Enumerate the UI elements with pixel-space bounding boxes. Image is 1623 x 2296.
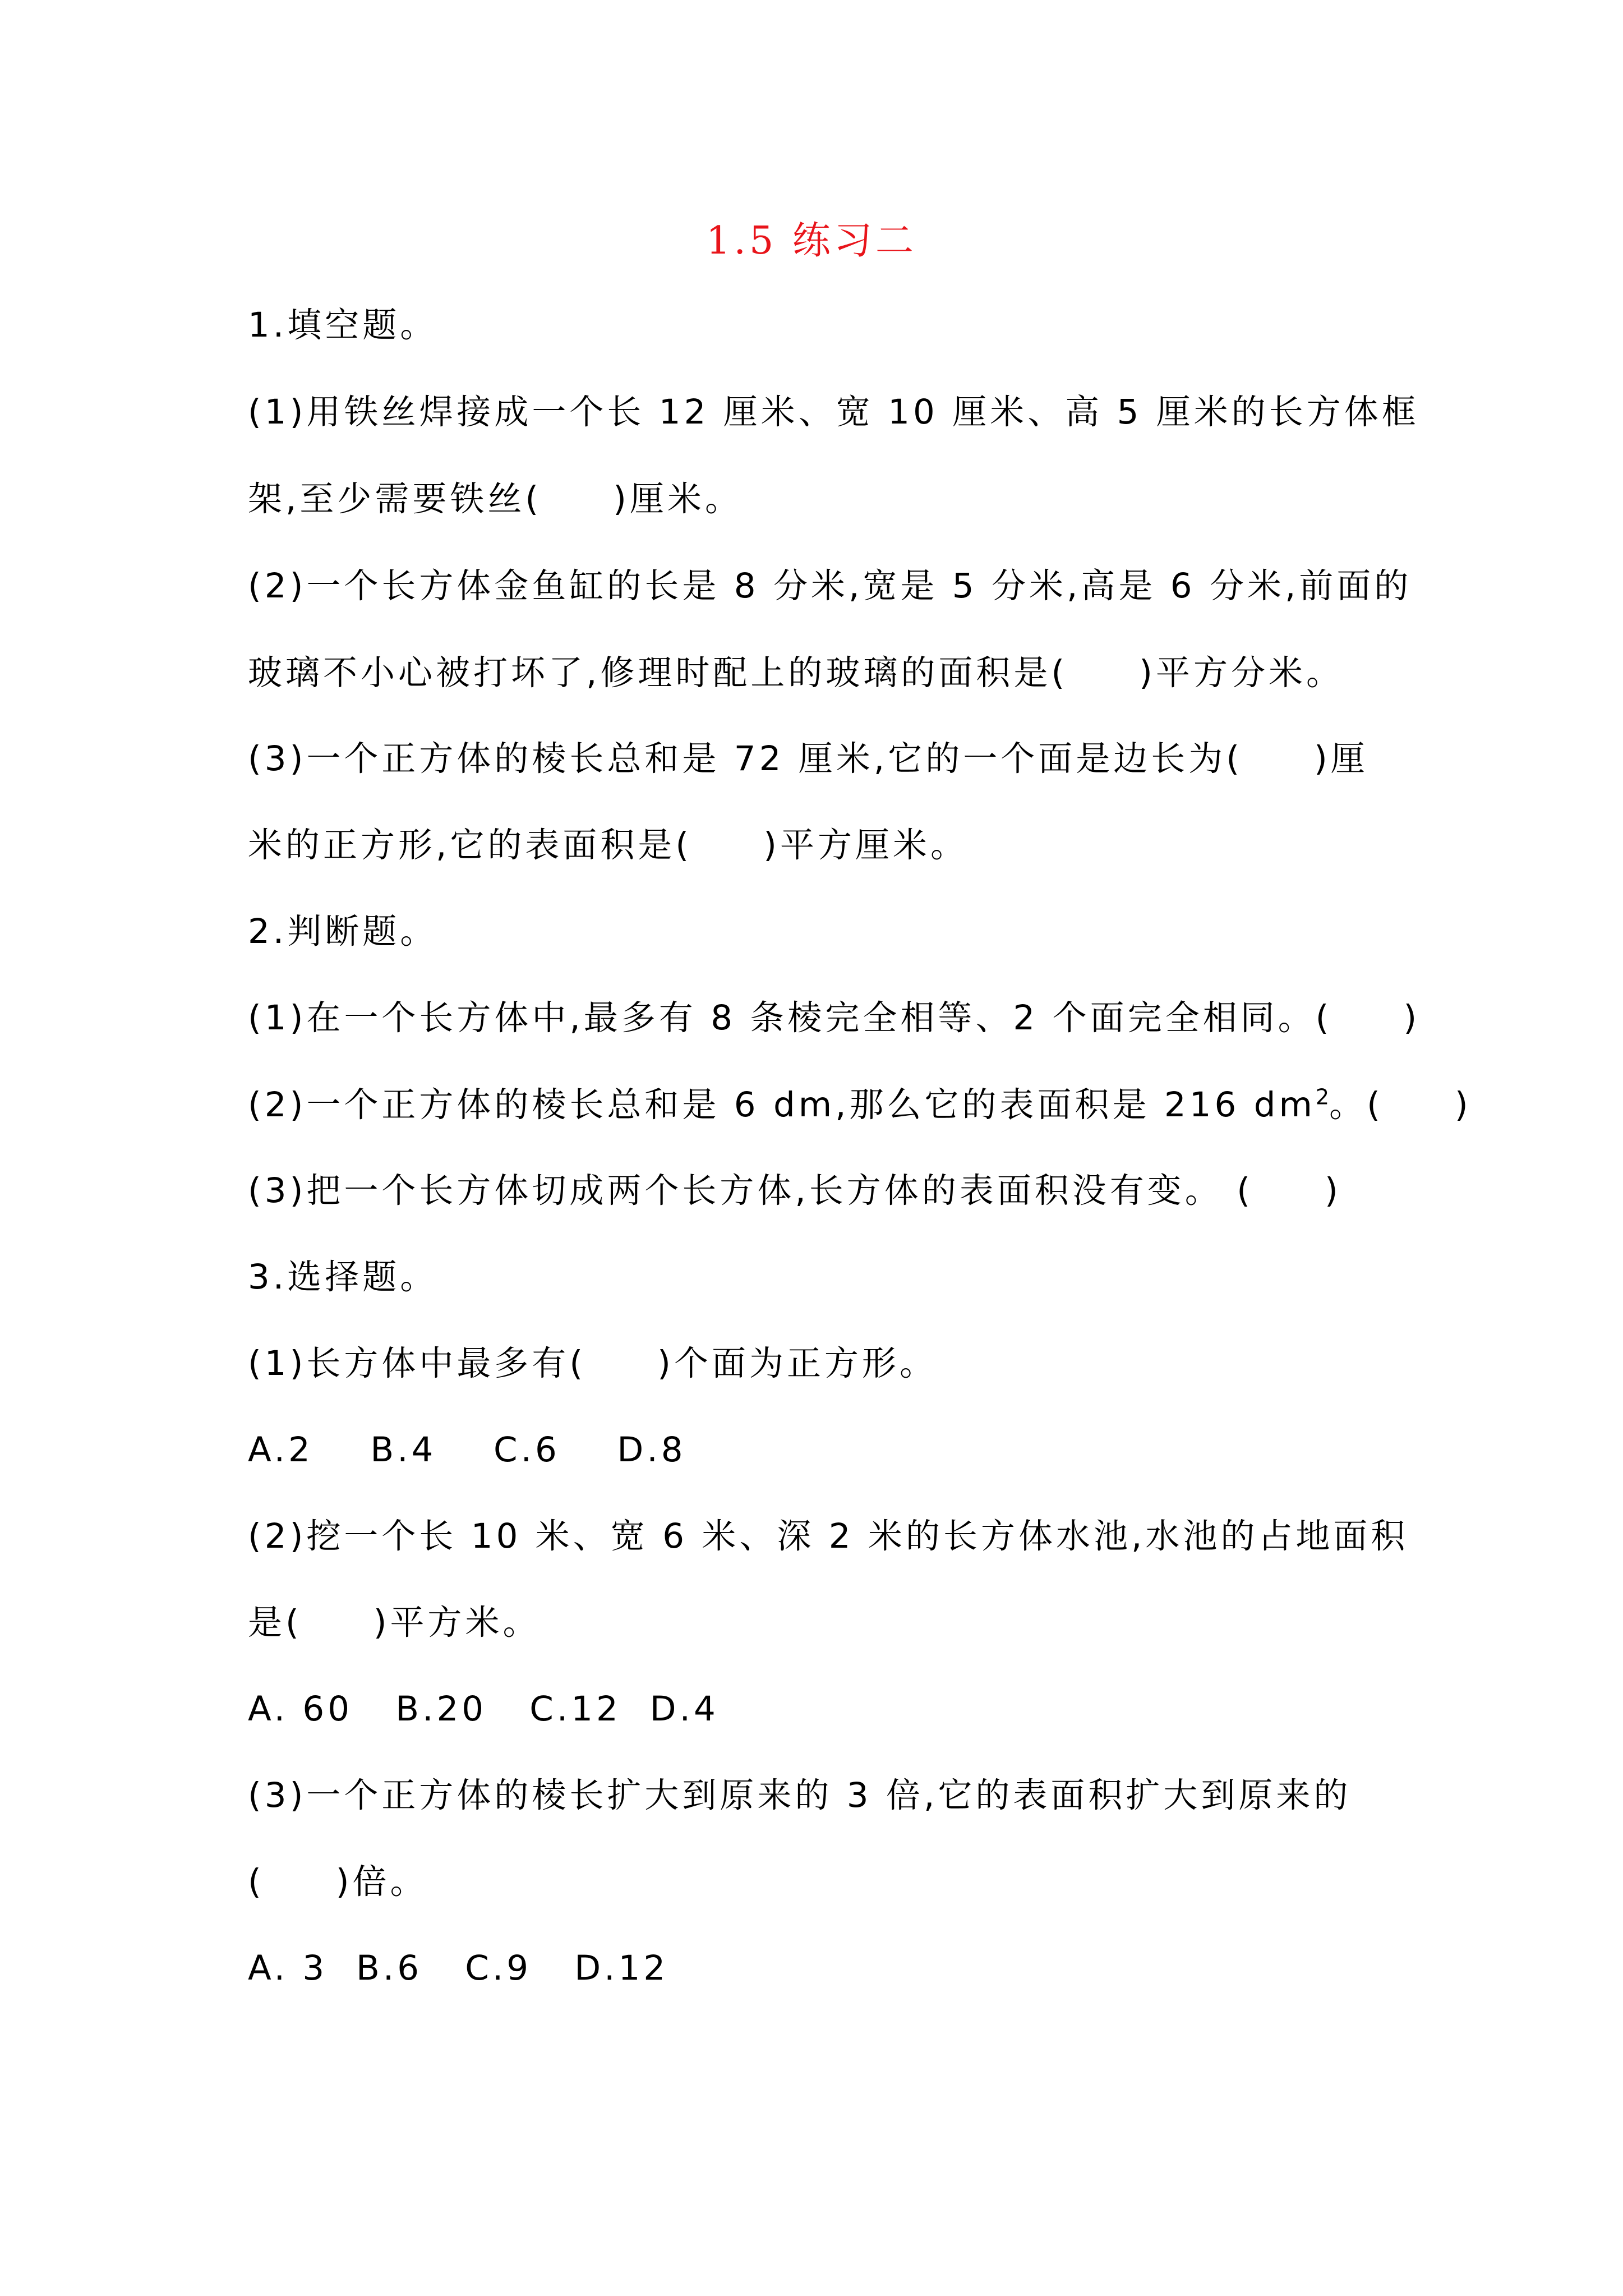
page-title: 1.5 练习二 <box>706 219 917 263</box>
judge-q3: (3)把一个长方体切成两个长方体,长方体的表面积没有变。 ( ) <box>248 1171 1341 1211</box>
judge-q2-text: (2)一个正方体的棱长总和是 6 dm,那么它的表面积是 216 dm <box>248 1085 1316 1125</box>
choice-q3-line2: ( )倍。 <box>248 1862 428 1902</box>
fill-q2-line2: 玻璃不小心被打坏了,修理时配上的玻璃的面积是( )平方分米。 <box>248 653 1344 693</box>
choice-q1-stem: (1)长方体中最多有( )个面为正方形。 <box>248 1343 937 1383</box>
judge-q1: (1)在一个长方体中,最多有 8 条棱完全相等、2 个面完全相同。( ) <box>248 998 1421 1038</box>
section-fill-heading: 1.填空题。 <box>248 305 438 345</box>
choice-q2-options: A. 60 B.20 C.12 D.4 <box>248 1689 719 1729</box>
choice-q1-options: A.2 B.4 C.6 D.8 <box>248 1430 686 1470</box>
choice-q2-line2: 是( )平方米。 <box>248 1603 541 1642</box>
choice-q3-line1: (3)一个正方体的棱长扩大到原来的 3 倍,它的表面积扩大到原来的 <box>248 1775 1352 1815</box>
judge-q2 <box>248 1080 1472 1130</box>
superscript-exponent: 2 <box>1315 1084 1330 1110</box>
choice-q2-line1: (2)挖一个长 10 米、宽 6 米、深 2 米的长方体水池,水池的占地面积 <box>248 1516 1409 1556</box>
fill-q2-line1: (2)一个长方体金鱼缸的长是 8 分米,宽是 5 分米,高是 6 分米,前面的 <box>248 566 1412 606</box>
judge-q2-tail: 。( ) <box>1329 1085 1472 1125</box>
choice-q3-options: A. 3 B.6 C.9 D.12 <box>248 1948 669 1988</box>
fill-q3-line2: 米的正方形,它的表面积是( )平方厘米。 <box>248 825 968 865</box>
section-choice-heading: 3.选择题。 <box>248 1257 438 1297</box>
fill-q1-line2: 架,至少需要铁丝( )厘米。 <box>248 479 743 519</box>
fill-q1-line1: (1)用铁丝焊接成一个长 12 厘米、宽 10 厘米、高 5 厘米的长方体框 <box>248 392 1419 432</box>
section-judge-heading: 2.判断题。 <box>248 912 438 951</box>
fill-q3-line1: (3)一个正方体的棱长总和是 72 厘米,它的一个面是边长为( )厘 <box>248 739 1368 779</box>
